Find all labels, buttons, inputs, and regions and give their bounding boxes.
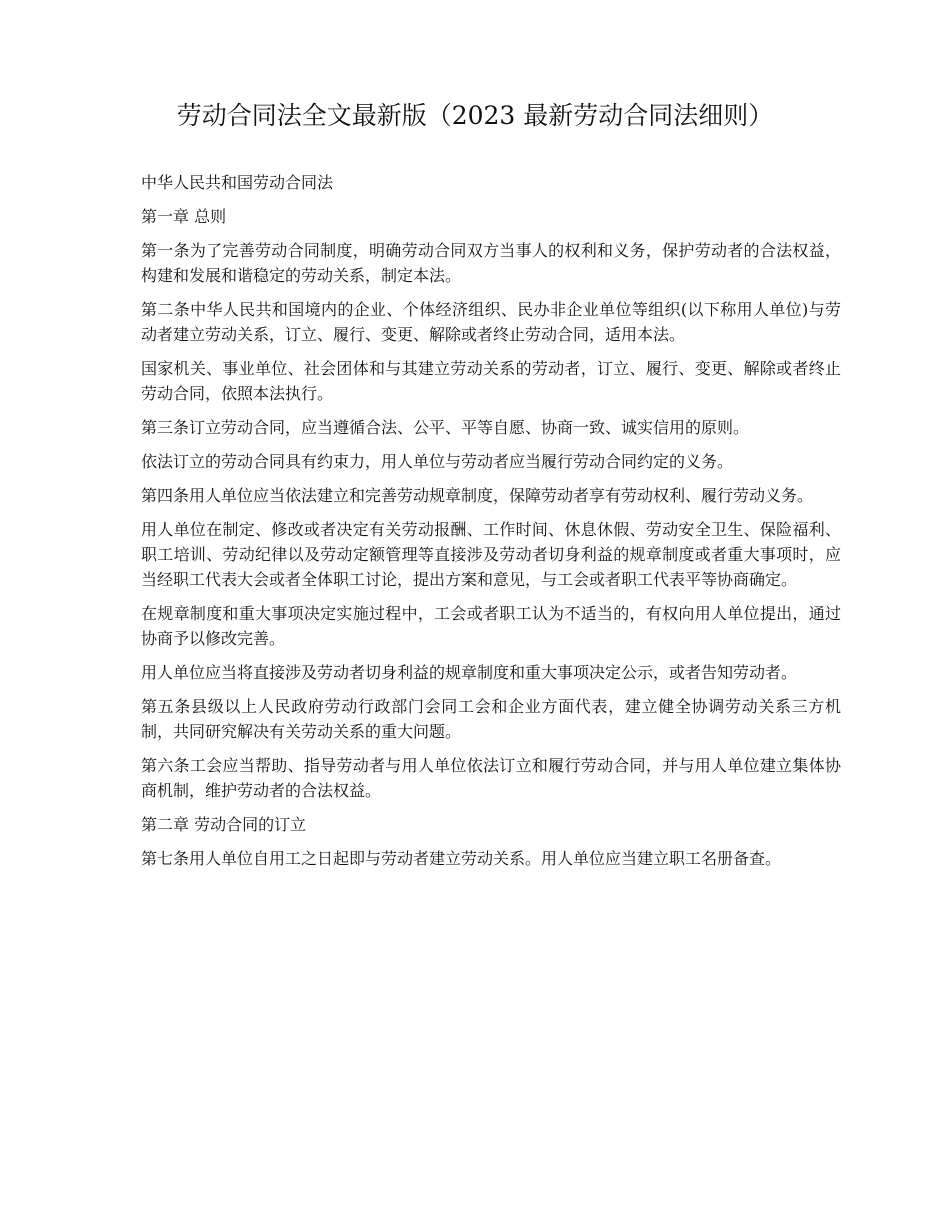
law-name-paragraph: 中华人民共和国劳动合同法 [141,173,334,192]
article-4-paragraph: 第四条用人单位应当依法建立和完善劳动规章制度，保障劳动者享有劳动权利、履行劳动义务。 [141,486,814,505]
article-4-continued-paragraph: 用人单位在制定、修改或者决定有关劳动报酬、工作时间、休息休假、劳动安全卫生、保险福利、职工培训、劳动纪律以及劳动定额管理等直接涉及劳动者切身利益的规章制度或者重大事项时，应当经职工代表大会或者全体职工讨论，提出方案和意见，与工会或者职工代表平等协商确定。 [141,520,841,589]
chapter-one-heading: 第一章 总则 [141,207,227,226]
article-3-paragraph: 第三条订立劳动合同，应当遵循合法、公平、平等自愿、协商一致、诚实信用的原则。 [141,418,750,437]
article-4-continued-paragraph: 在规章制度和重大事项决定实施过程中，工会或者职工认为不适当的，有权向用人单位提出，通过协商予以修改完善。 [141,604,841,648]
article-5-paragraph: 第五条县级以上人民政府劳动行政部门会同工会和企业方面代表，建立健全协调劳动关系三方机制，共同研究解决有关劳动关系的重大问题。 [141,697,841,741]
chapter-two-heading: 第二章 劳动合同的订立 [141,815,307,834]
article-3-continued-paragraph: 依法订立的劳动合同具有约束力，用人单位与劳动者应当履行劳动合同约定的义务。 [141,452,734,471]
article-6-paragraph: 第六条工会应当帮助、指导劳动者与用人单位依法订立和履行劳动合同，并与用人单位建立集体协商机制，维护劳动者的合法权益。 [141,756,841,800]
article-7-paragraph: 第七条用人单位自用工之日起即与劳动者建立劳动关系。用人单位应当建立职工名册备查。 [141,849,782,868]
article-2-continued-paragraph: 国家机关、事业单位、社会团体和与其建立劳动关系的劳动者，订立、履行、变更、解除或者终止劳动合同，依照本法执行。 [141,359,841,403]
article-2-paragraph: 第二条中华人民共和国境内的企业、个体经济组织、民办非企业单位等组织(以下称用人单位)与劳动者建立劳动关系，订立、履行、变更、解除或者终止劳动合同，适用本法。 [141,300,841,344]
document-body [141,170,841,871]
document-title: 劳动合同法全文最新版（2023 最新劳动合同法细则） [176,101,774,130]
article-1-paragraph: 第一条为了完善劳动合同制度，明确劳动合同双方当事人的权利和义务，保护劳动者的合法权益，构建和发展和谐稳定的劳动关系，制定本法。 [141,241,841,285]
article-4-continued-paragraph: 用人单位应当将直接涉及劳动者切身利益的规章制度和重大事项决定公示，或者告知劳动者。 [141,663,798,682]
